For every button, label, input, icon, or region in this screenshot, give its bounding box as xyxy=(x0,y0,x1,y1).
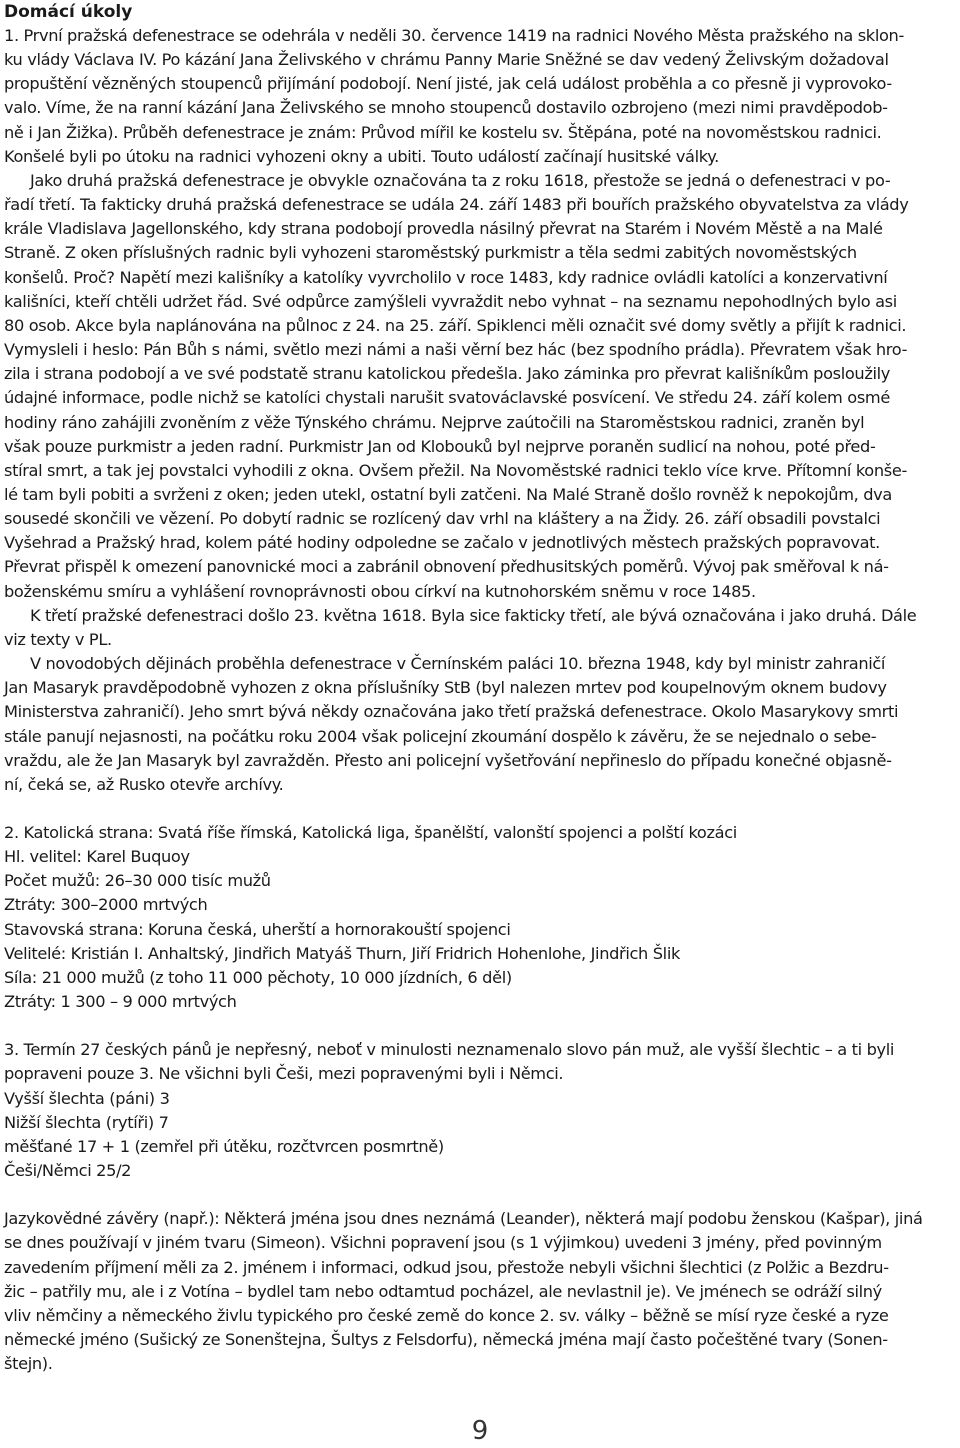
document-page xyxy=(4,0,956,1376)
paragraph xyxy=(4,821,956,1014)
text-line: boženskému smíru a vyhlášení rovnoprávnosti obou církví na kutnohorském sněmu v roce 1485. xyxy=(4,581,756,601)
text-line: lé tam byli pobiti a svrženi z oken; jeden utekl, ostatní byli zatčeni. Na Malé Straně došlo rovněž k nepokojům, dva xyxy=(4,484,892,504)
text-line: žic – patřily mu, ale i z Votína – bydlel tam nebo odtamtud pocházel, ale nevlastnil je). Ve jménech se odráží silný xyxy=(4,1281,882,1301)
paragraph xyxy=(4,652,956,797)
text-line: kališníci, kteří chtěli udržet řád. Své odpůrce zamýšleli vyvraždit nebo vyhnat – na seznamu nepohodlných bylo asi xyxy=(4,291,897,311)
page-title: Domácí úkoly xyxy=(4,2,133,22)
text-line: 3. Termín 27 českých pánů je nepřesný, neboť v minulosti neznamenalo slovo pán muž, ale vyšší šlechtic – a ti byli xyxy=(4,1040,895,1060)
text-line: Jazykovědné závěry (např.): Některá jména jsou dnes neznámá (Leander), některá mají podobu ženskou (Kašpar), jiná xyxy=(4,1209,923,1229)
text-line: Nižší šlechta (rytíři) 7 xyxy=(4,1112,169,1132)
text-line: Jan Masaryk pravděpodobně vyhozen z okna příslušníky StB (byl nalezen mrtev pod koupelnovým oknem budovy xyxy=(4,678,887,698)
paragraph xyxy=(4,169,956,604)
paragraph xyxy=(4,1207,956,1376)
text-line: Vyšší šlechta (páni) 3 xyxy=(4,1088,170,1108)
text-line: Počet mužů: 26–30 000 tisíc mužů xyxy=(4,871,271,891)
text-line: ku vlády Václava IV. Po kázání Jana Želivského v chrámu Panny Marie Sněžné se dav vedený Želivským dožadoval xyxy=(4,50,889,70)
text-line: 2. Katolická strana: Svatá říše římská, Katolická liga, španělští, valonští spojenci a polští kozáci xyxy=(4,823,737,842)
text-line: viz texty v PL. xyxy=(4,629,112,649)
page-number: 9 xyxy=(471,1416,489,1446)
text-line: K třetí pražské defenestraci došlo 23. května 1618. Byla sice fakticky třetí, ale bývá označována i jako druhá. Dále xyxy=(30,605,917,625)
text-line: Konšelé byli po útoku na radnici vyhozeni okny a ubiti. Touto událostí začínají husitské války. xyxy=(4,146,719,166)
paragraph xyxy=(4,604,956,652)
text-line: zavedením příjmení měli za 2. jménem i informaci, odkud jsou, přestože nebyli všichni šlechtici (z Polžic a Bezdru- xyxy=(4,1257,889,1277)
text-line: řadí třetí. Ta fakticky druhá pražská defenestrace se udála 24. září 1483 při bouřích pražského obyvatelstva za vlády xyxy=(4,195,909,215)
paragraph-spacer xyxy=(4,797,956,821)
text-line: Vymysleli i heslo: Pán Bůh s námi, světlo mezi námi a naši věrní bez hác (bez spodního prádla). Převratem však hro- xyxy=(4,340,908,360)
text-line: Češi/Němci 25/2 xyxy=(4,1161,132,1181)
text-line: sousedé skončili ve vězení. Po dobytí radnic se rozlícený dav vrhl na kláštery a na Židy. 26. září obsadili povstalci xyxy=(4,509,881,529)
text-line: Ztráty: 300–2000 mrtvých xyxy=(4,895,208,915)
text-line: Vyšehrad a Pražský hrad, kolem páté hodiny odpoledne se začalo v jednotlivých městech pražských popravovat. xyxy=(4,533,880,553)
text-line: Síla: 21 000 mužů (z toho 11 000 pěchoty, 10 000 jízdních, 6 děl) xyxy=(4,967,512,987)
text-line: popraveni pouze 3. Ne všichni byli Češi, mezi popravenými byli i Němci. xyxy=(4,1064,564,1084)
text-line: údajné informace, podle nichž se katolíci chystali narušit svatováclavské posvícení. Ve středu 24. září kolem osmé xyxy=(4,388,890,408)
text-line: vraždu, ale že Jan Masaryk byl zavražděn. Přesto ani policejní vyšetřování nepřineslo do případu konečné objasně- xyxy=(4,750,892,770)
text-line: štejn). xyxy=(4,1354,53,1374)
text-line: Ztráty: 1 300 – 9 000 mrtvých xyxy=(4,992,237,1012)
text-line: Jako druhá pražská defenestrace je obvykle označována ta z roku 1618, přestože se jedná o defenestraci v po- xyxy=(30,170,891,190)
text-line: vliv němčiny a německého živlu typického pro české země do konce 2. sv. války – běžně se mísí ryze české a ryze xyxy=(4,1305,889,1325)
text-line: Hl. velitel: Karel Buquoy xyxy=(4,847,190,867)
text-line: Stavovská strana: Koruna česká, uherští a hornorakouští spojenci xyxy=(4,919,511,939)
paragraph xyxy=(4,1038,956,1183)
text-line: Ministerstva zahraničí). Jeho smrt bývá někdy označována jako třetí pražská defenestrace. Okolo Masarykovy smrti xyxy=(4,702,899,722)
text-line: však pouze purkmistr a jeden radní. Purkmistr Jan od Klobouků byl nejprve poraněn sudlicí na nohou, poté před- xyxy=(4,436,876,456)
text-line: 80 osob. Akce byla naplánována na půlnoc z 24. na 25. září. Spiklenci měli označit své domy světly a přijít k radnici. xyxy=(4,315,907,335)
text-line: měšťané 17 + 1 (zemřel při útěku, rozčtvrcen posmrtně) xyxy=(4,1136,444,1156)
text-line: krále Vladislava Jagellonského, kdy strana podobojí provedla násilný převrat na Starém i Novém Městě a na Malé xyxy=(4,219,883,239)
text-line: propuštění vězněných stoupenců přijímání podobojí. Není jisté, jak celá událost proběhla a co přesně ji vyprovoko- xyxy=(4,74,892,94)
paragraph-spacer xyxy=(4,1183,956,1207)
text-line: stíral smrt, a tak jej povstalci vyhodili z okna. Ovšem přežil. Na Novoměstské radnici teklo více krve. Přítomní konše- xyxy=(4,460,907,480)
text-line: Straně. Z oken příslušných radnic byli vyhozeni staroměstský purkmistr a těla sedmi zabitých novoměstských xyxy=(4,243,857,263)
text-line: stále panují nejasnosti, na počátku roku 2004 však policejní zkoumání dospělo k závěru, že se nejednalo o sebe- xyxy=(4,726,877,746)
text-line: ní, čeká se, až Rusko otevře archívy. xyxy=(4,774,284,794)
text-line: konšelů. Proč? Napětí mezi kališníky a katolíky vyvrcholilo v roce 1483, kdy radnice ovládli katolíci a konzervativní xyxy=(4,267,888,287)
text-line: Velitelé: Kristián I. Anhaltský, Jindřich Matyáš Thurn, Jiří Fridrich Hohenlohe, Jindřich Šlik xyxy=(4,943,680,963)
text-line: německé jméno (Sušický ze Sonenštejna, Šultys z Felsdorfu), německá jména mají často počeštěné tvary (Sonen- xyxy=(4,1329,888,1349)
text-line: hodiny ráno zahájili zvoněním z věže Týnského chrámu. Nejprve zaútočili na Staroměstskou radnici, zraněn byl xyxy=(4,412,865,432)
text-line: ně i Jan Žižka). Průběh defenestrace je znám: Průvod mířil ke kostelu sv. Štěpána, poté na novoměstskou radnici. xyxy=(4,122,882,142)
text-line: se dnes používají v jiném tvaru (Simeon). Všichni popravení jsou (s 1 výjimkou) uvedeni 3 jmény, před povinným xyxy=(4,1233,882,1253)
paragraph xyxy=(4,24,956,169)
paragraph-spacer xyxy=(4,1014,956,1038)
text-line: Převrat přispěl k omezení panovnické moci a zabránil obnovení předhusitských poměrů. Vývoj pak směřoval k ná- xyxy=(4,557,889,577)
text-line: valo. Víme, že na ranní kázání Jana Želivského se mnoho stoupenců dostavilo ozbrojeno (mezi nimi pravděpodob- xyxy=(4,98,888,118)
document-body xyxy=(4,24,956,1376)
text-line: V novodobých dějinách proběhla defenestrace v Černínském paláci 10. března 1948, kdy byl ministr zahraničí xyxy=(30,654,886,674)
text-line: zila i strana podobojí a ve své podstatě stranu katolickou předešla. Jako záminka pro převrat kališníkům posloužily xyxy=(4,364,891,384)
text-line: 1. První pražská defenestrace se odehrála v neděli 30. července 1419 na radnici Nového Města pražského na sklon- xyxy=(4,26,904,45)
